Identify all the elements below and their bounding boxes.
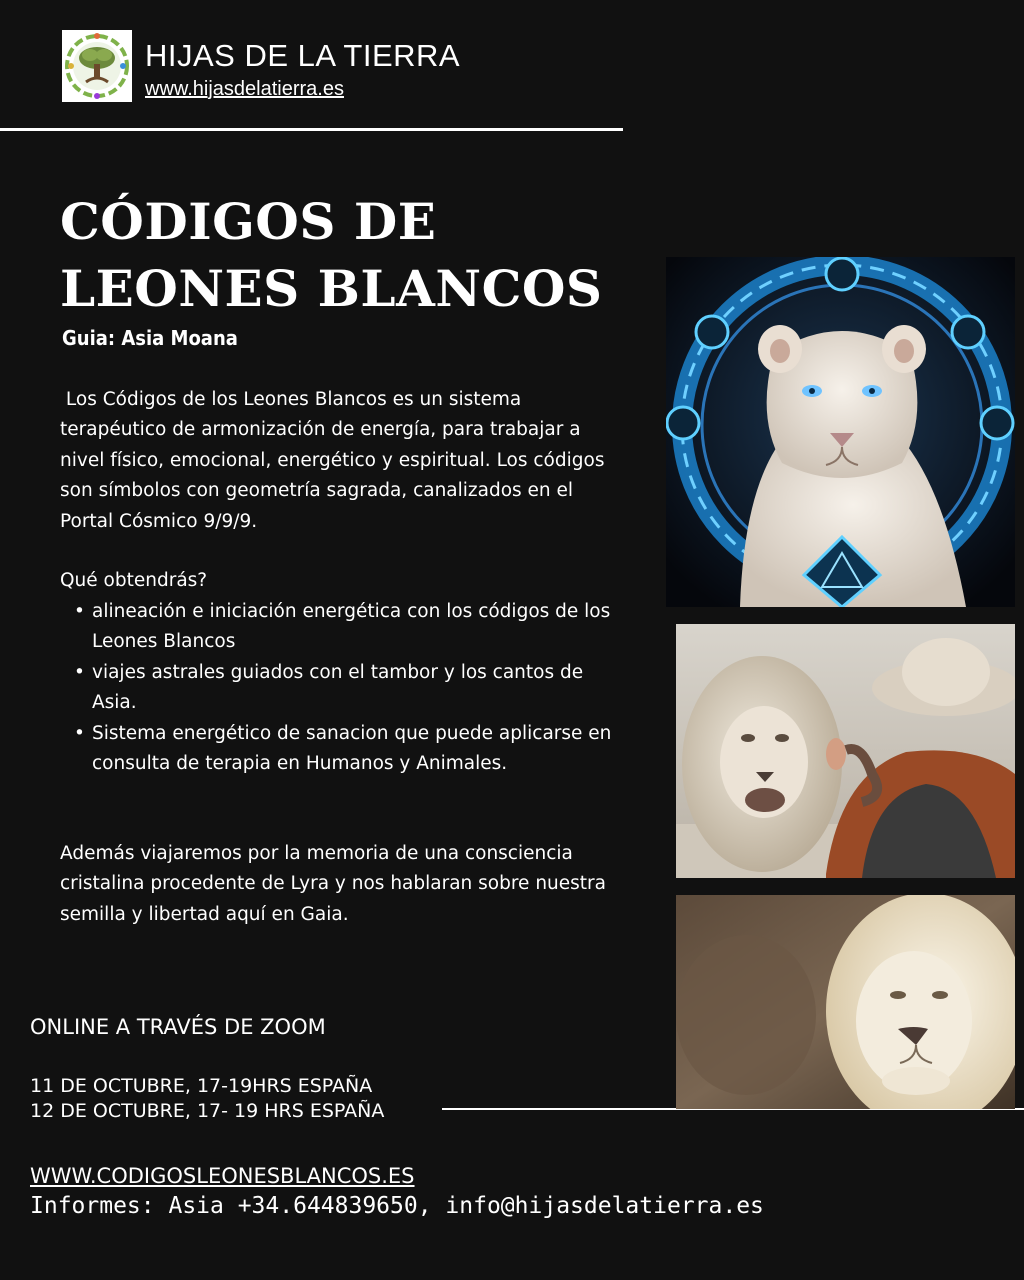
contact-info: Informes: Asia +34.644839650, info@hijasdelatierra.es	[30, 1193, 764, 1219]
lioness-runes-image	[666, 257, 1015, 607]
tree-of-life-icon	[62, 30, 132, 102]
event-date-2: 12 DE OCTUBRE, 17- 19 HRS ESPAÑA	[30, 1100, 385, 1122]
event-format: ONLINE A TRAVÉS DE ZOOM	[30, 1015, 326, 1039]
title-line-2: LEONES BLANCOS	[60, 259, 603, 318]
brand-url-link[interactable]: www.hijasdelatierra.es	[145, 78, 344, 100]
lion-and-woman-image	[676, 624, 1015, 878]
brand-name: HIJAS DE LA TIERRA	[145, 38, 461, 73]
page-title	[60, 188, 640, 322]
header-divider	[0, 128, 623, 131]
list-item: • Sistema energético de sanacion que puede aplicarse en consulta de terapia en Humanos y Animales.	[92, 719, 612, 780]
title-line-1: CÓDIGOS DE	[60, 192, 437, 251]
white-lion-image	[676, 895, 1015, 1109]
guide-name: Guia: Asia Moana	[62, 326, 238, 350]
logo	[62, 30, 132, 102]
list-item: • alineación e iniciación energética con los códigos de los Leones Blancos	[92, 597, 612, 658]
event-date-1: 11 DE OCTUBRE, 17-19HRS ESPAÑA	[30, 1075, 373, 1097]
extra-paragraph: Además viajaremos por la memoria de una consciencia cristalina procedente de Lyra y nos hablaran sobre nuestra semilla y libertad aquí en Gaia.	[60, 843, 606, 925]
intro-paragraph: Los Códigos de los Leones Blancos es un sistema terapéutico de armonización de energía, para trabajar a nivel físico, emocional, energético y espiritual. Los códigos son símbolos con geometría sagrada, canalizados en el Portal Cósmico 9/9/9.	[60, 389, 611, 532]
website-link[interactable]: WWW.CODIGOSLEONESBLANCOS.ES	[30, 1164, 415, 1188]
benefits-heading: Qué obtendrás?	[60, 570, 208, 591]
benefits-list	[92, 597, 612, 779]
list-item: • viajes astrales guiados con el tambor y los cantos de Asia.	[92, 658, 612, 719]
